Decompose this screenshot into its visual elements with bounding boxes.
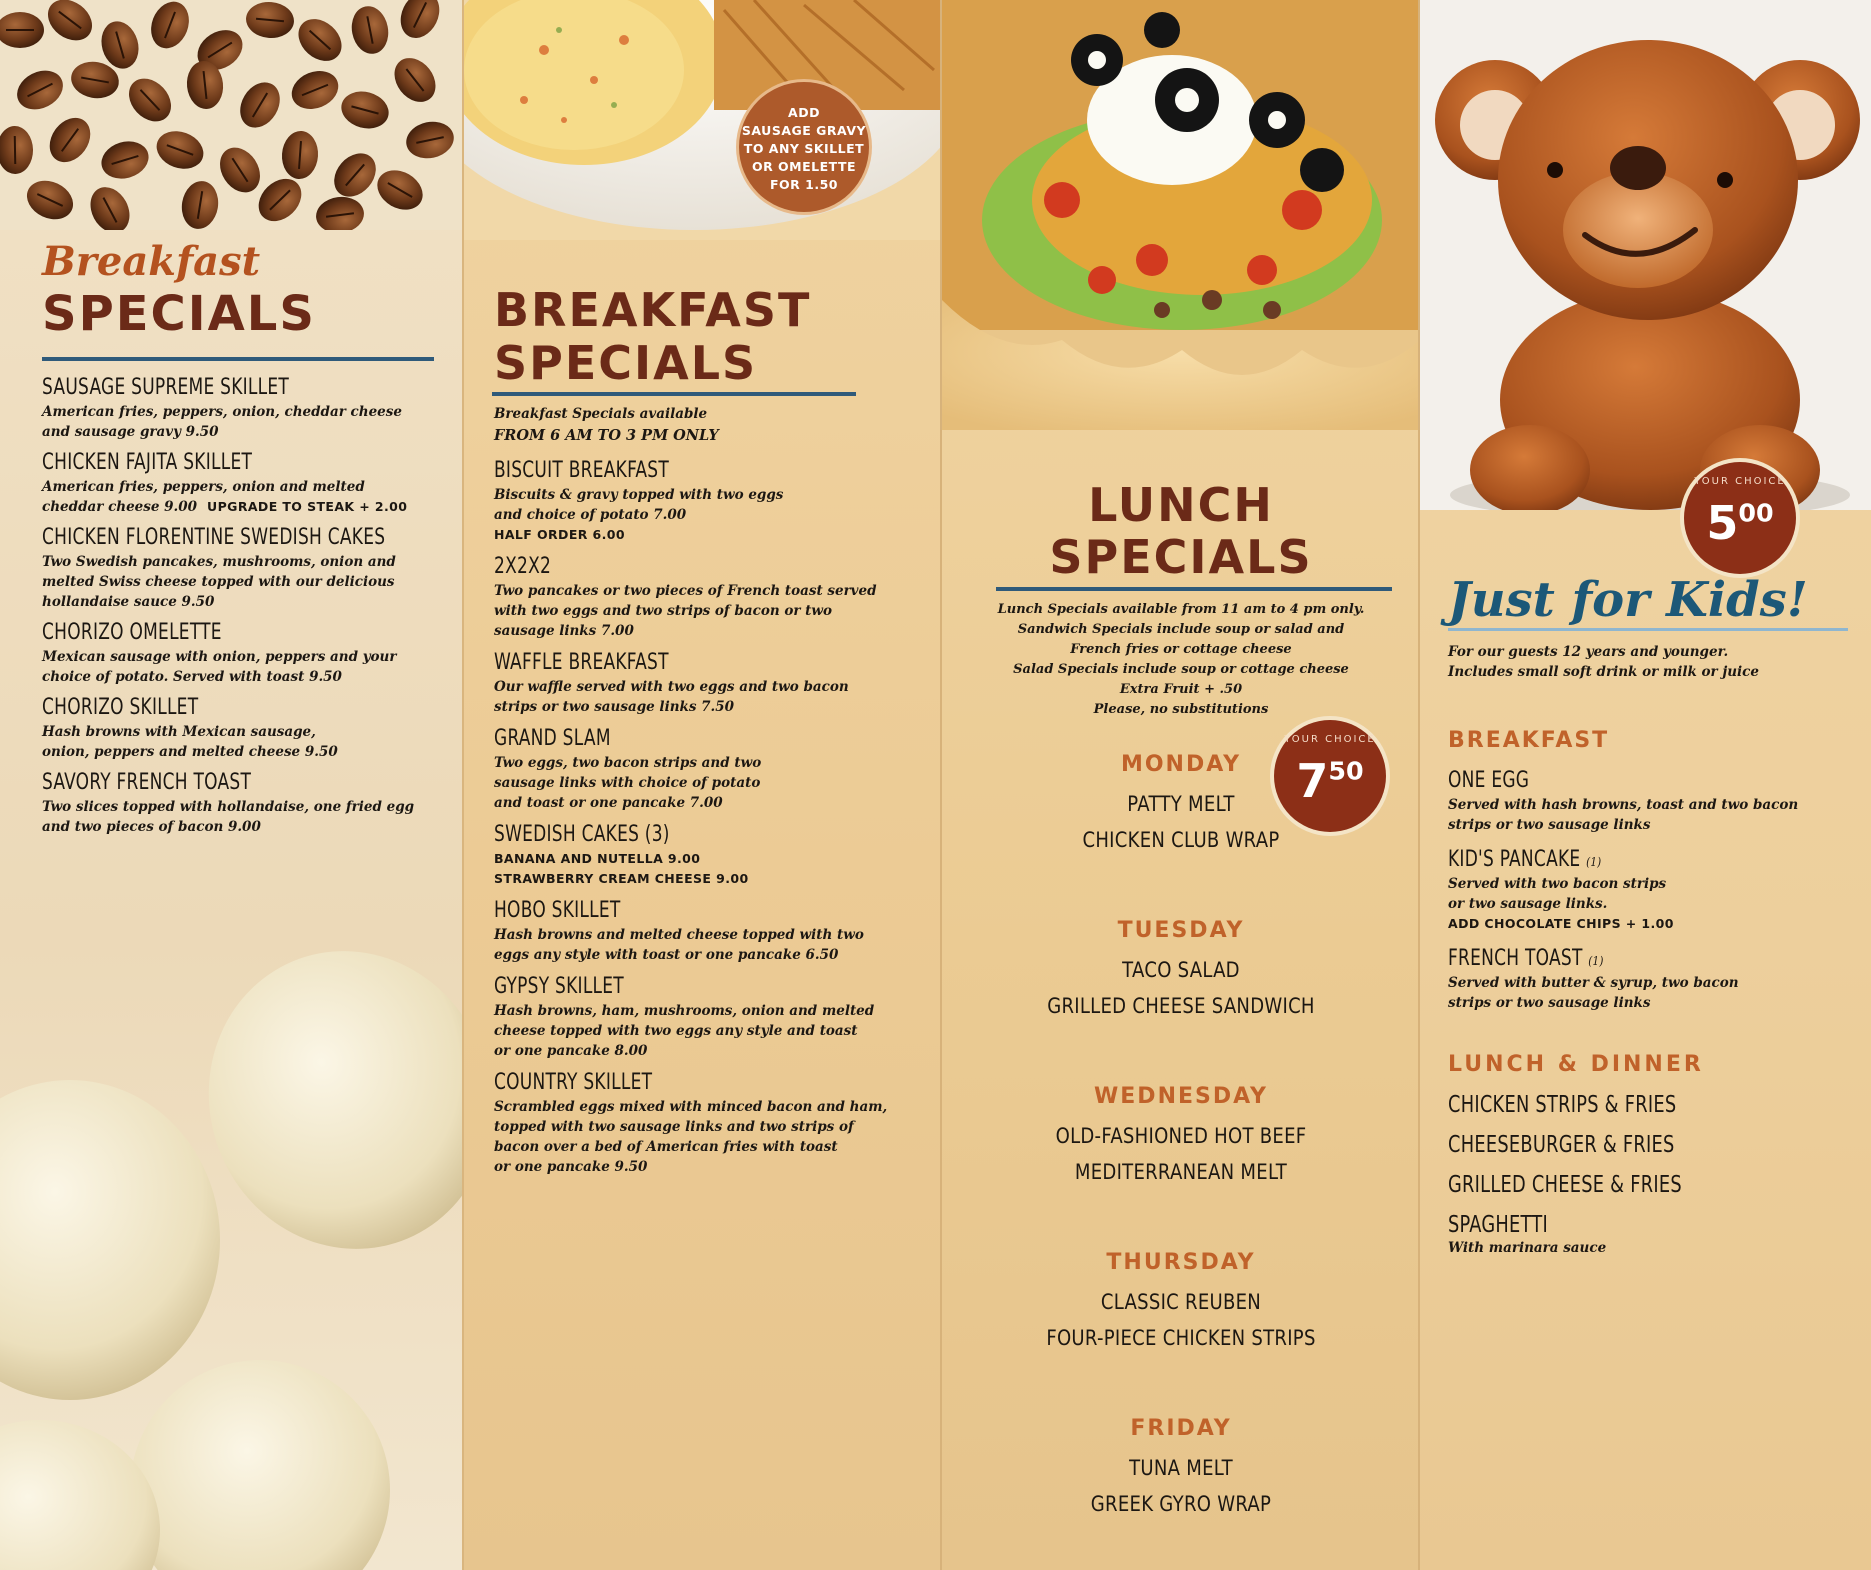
- item-description: onion, peppers and melted cheese 9.50: [42, 744, 338, 760]
- item-description: cheese topped with two eggs any style and toast: [494, 1023, 858, 1039]
- badge-line: FOR 1.50: [770, 177, 838, 192]
- item-description: Scrambled eggs mixed with minced bacon and ham,: [494, 1099, 888, 1115]
- item-description: Two slices topped with hollandaise, one fried egg: [42, 799, 415, 815]
- lunch-note-line: Sandwich Specials include soup or salad and: [1017, 622, 1345, 637]
- item-name-text: ONE EGG: [1448, 768, 1530, 793]
- spaghetti-note: With marinara sauce: [1448, 1240, 1607, 1256]
- item-name: WAFFLE BREAKFAST: [494, 650, 669, 675]
- lunch-note-line: Extra Fruit + .50: [1119, 682, 1243, 697]
- badge-price-cents: 50: [1328, 756, 1364, 786]
- lunch-title-line2: SPECIALS: [1049, 530, 1313, 584]
- kids-price-badge: [1684, 462, 1796, 574]
- availability-hours: FROM 6 AM TO 3 PM ONLY: [494, 427, 719, 444]
- kids-menu-item: [1448, 946, 1858, 1013]
- item-name: [1448, 946, 1801, 971]
- item-name: BISCUIT BREAKFAST: [494, 458, 670, 483]
- menu-item: [42, 620, 442, 687]
- kids-menu-item: [1448, 768, 1858, 835]
- item-description: Two eggs, two bacon strips and two: [494, 755, 762, 771]
- lunch-dish: PATTY MELT: [1127, 792, 1235, 816]
- lunch-notes: [942, 600, 1418, 720]
- item-name: CHORIZO SKILLET: [42, 695, 199, 720]
- menu-item: [42, 450, 442, 517]
- item-name: HOBO SKILLET: [494, 898, 621, 923]
- menu-item: [494, 650, 934, 717]
- item-description: and sausage gravy 9.50: [42, 424, 219, 440]
- eggs-photo: [0, 930, 462, 1570]
- menu-item: [42, 525, 442, 612]
- item-description: cheddar cheese 9.00 UPGRADE TO STEAK + 2.00: [42, 499, 408, 515]
- item-name-text: FRENCH TOAST: [1448, 946, 1583, 971]
- badge-your-choice: YOUR CHOICE: [1694, 476, 1786, 487]
- kids-lunch-heading: LUNCH & DINNER: [1448, 1052, 1704, 1077]
- item-description: sausage links with choice of potato: [494, 775, 761, 791]
- item-name: CHORIZO OMELETTE: [42, 620, 222, 645]
- coffee-beans-photo: [0, 0, 462, 230]
- kids-note-line: For our guests 12 years and younger.: [1448, 644, 1729, 660]
- menu-item: [42, 375, 442, 442]
- teddy-bear-photo: [1420, 0, 1871, 510]
- weekday-wednesday: WEDNESDAY: [1094, 1084, 1268, 1109]
- item-description: strips or two sausage links: [1448, 995, 1651, 1011]
- item-description: Served with hash browns, toast and two bacon: [1448, 797, 1799, 813]
- item-name: CHICKEN FLORENTINE SWEDISH CAKES: [42, 525, 386, 550]
- breakfast-specials-panel-left: [0, 0, 462, 1570]
- item-description: Hash browns with Mexican sausage,: [42, 724, 316, 740]
- item-description: American fries, peppers, onion, cheddar cheese: [42, 404, 402, 420]
- specials-title: SPECIALS: [42, 286, 316, 342]
- item-description: sausage links 7.00: [494, 623, 634, 639]
- item-description: Hash browns and melted cheese topped with two: [494, 927, 864, 943]
- title-underline: [492, 392, 856, 396]
- item-name: GRAND SLAM: [494, 726, 611, 751]
- badge-price-whole: 7: [1296, 754, 1329, 808]
- badge-line: ADD: [788, 105, 820, 120]
- menu-item: [42, 770, 442, 837]
- weekday-tuesday: TUESDAY: [1117, 918, 1245, 943]
- taco-salad-photo: [942, 0, 1418, 430]
- item-name: GYPSY SKILLET: [494, 974, 624, 999]
- lunch-dish: CHICKEN CLUB WRAP: [1082, 828, 1280, 852]
- availability-note: Breakfast Specials available: [494, 406, 708, 422]
- title-underline: [1448, 628, 1848, 631]
- badge-line: OR OMELETTE: [751, 159, 857, 174]
- item-price-line: STRAWBERRY CREAM CHEESE 9.00: [494, 871, 749, 886]
- kids-notes: [1448, 642, 1759, 682]
- breakfast-script-title: Breakfast: [42, 238, 261, 285]
- item-description: Mexican sausage with onion, peppers and your: [42, 649, 397, 665]
- menu-item: [494, 898, 934, 965]
- upgrade-note: UPGRADE TO STEAK + 2.00: [207, 499, 408, 514]
- item-name: CHICKEN FAJITA SKILLET: [42, 450, 253, 475]
- menu-item: [494, 974, 934, 1061]
- lunch-specials-panel: [940, 0, 1418, 1570]
- item-name-text: KID'S PANCAKE: [1448, 847, 1581, 872]
- title-underline: [996, 587, 1392, 591]
- item-description: or one pancake 8.00: [494, 1043, 648, 1059]
- title-underline: [42, 357, 434, 361]
- kids-menu-item: [1448, 847, 1858, 934]
- badge-line: TO ANY SKILLET: [743, 141, 865, 156]
- item-name: [1448, 768, 1801, 793]
- item-description: Two Swedish pancakes, mushrooms, onion and: [42, 554, 396, 570]
- item-name: SAVORY FRENCH TOAST: [42, 770, 252, 795]
- badge-your-choice: YOUR CHOICE: [1284, 734, 1376, 745]
- kids-breakfast-heading: BREAKFAST: [1448, 728, 1610, 753]
- item-description: or one pancake 9.50: [494, 1159, 648, 1175]
- sausage-gravy-badge: [739, 82, 869, 212]
- item-description: eggs any style with toast or one pancake 6.50: [494, 947, 839, 963]
- breakfast-specials-panel-main: [462, 0, 940, 1570]
- kids-lunch-item: CHEESEBURGER & FRIES: [1448, 1132, 1675, 1158]
- item-name: SWEDISH CAKES (3): [494, 822, 670, 847]
- breakfast-title-line1: BREAKFAST: [494, 283, 812, 337]
- item-description: or two sausage links.: [1448, 896, 1608, 912]
- menu-item: [494, 726, 934, 813]
- menu-item: [494, 458, 934, 545]
- item-description: hollandaise sauce 9.50: [42, 594, 215, 610]
- item-description: topped with two sausage links and two strips of: [494, 1119, 854, 1135]
- item-description: Our waffle served with two eggs and two bacon: [494, 679, 849, 695]
- lunch-dish: GRILLED CHEESE SANDWICH: [1047, 994, 1315, 1018]
- weekday-friday: FRIDAY: [1130, 1416, 1232, 1441]
- menu-item: [42, 695, 442, 762]
- badge-line: SAUSAGE GRAVY: [741, 123, 867, 138]
- lunch-dish: MEDITERRANEAN MELT: [1074, 1160, 1288, 1184]
- menu-item: [494, 822, 934, 889]
- breakfast-items-list: [494, 458, 934, 1186]
- lunch-title-line1: LUNCH: [1088, 478, 1274, 532]
- item-name: 2X2X2: [494, 554, 552, 579]
- lunch-dish: TACO SALAD: [1122, 958, 1240, 982]
- kids-lunch-item: SPAGHETTI: [1448, 1212, 1548, 1238]
- breakfast-title-line2: SPECIALS: [494, 336, 758, 390]
- item-description: Served with two bacon strips: [1448, 876, 1667, 892]
- item-price-line: BANANA AND NUTELLA 9.00: [494, 851, 701, 866]
- item-description: with two eggs and two strips of bacon or two: [494, 603, 833, 619]
- kids-lunch-item: GRILLED CHEESE & FRIES: [1448, 1172, 1682, 1198]
- lunch-dish: OLD-FASHIONED HOT BEEF: [1055, 1124, 1307, 1148]
- lunch-note-line: Lunch Specials available from 11 am to 4 pm only.: [997, 602, 1365, 617]
- lunch-note-line: Please, no substitutions: [1093, 702, 1269, 717]
- kids-title: Just for Kids!: [1448, 572, 1808, 628]
- item-description: Biscuits & gravy topped with two eggs: [494, 487, 784, 503]
- item-name: SAUSAGE SUPREME SKILLET: [42, 375, 290, 400]
- item-description: and two pieces of bacon 9.00: [42, 819, 261, 835]
- item-description: Hash browns, ham, mushrooms, onion and melted: [494, 1003, 875, 1019]
- item-description: bacon over a bed of American fries with toast: [494, 1139, 838, 1155]
- breakfast-items-list: [42, 375, 442, 845]
- item-description: choice of potato. Served with toast 9.50: [42, 669, 342, 685]
- lunch-dish: GREEK GYRO WRAP: [1090, 1492, 1272, 1516]
- badge-price-whole: 5: [1706, 496, 1739, 550]
- lunch-dish: FOUR-PIECE CHICKEN STRIPS: [1046, 1326, 1316, 1350]
- addon-note: ADD CHOCOLATE CHIPS + 1.00: [1448, 916, 1674, 931]
- item-description: Served with butter & syrup, two bacon: [1448, 975, 1739, 991]
- weekday-monday: MONDAY: [1120, 752, 1242, 777]
- kids-menu-panel: [1418, 0, 1871, 1570]
- item-description: and choice of potato 7.00: [494, 507, 687, 523]
- item-count: (1): [1586, 855, 1602, 869]
- item-description: American fries, peppers, onion and melted: [42, 479, 365, 495]
- lunch-dish: TUNA MELT: [1129, 1456, 1233, 1480]
- menu-item: [494, 554, 934, 641]
- kids-note-line: Includes small soft drink or milk or juice: [1448, 664, 1759, 680]
- lunch-note-line: Salad Specials include soup or cottage cheese: [1013, 662, 1349, 677]
- lunch-note-line: French fries or cottage cheese: [1070, 642, 1292, 657]
- kids-lunch-item: CHICKEN STRIPS & FRIES: [1448, 1092, 1677, 1118]
- item-description: strips or two sausage links: [1448, 817, 1651, 833]
- item-count: (1): [1588, 954, 1604, 968]
- item-price-line: HALF ORDER 6.00: [494, 527, 625, 542]
- item-description: and toast or one pancake 7.00: [494, 795, 723, 811]
- kids-breakfast-list: [1448, 768, 1858, 1025]
- badge-price-cents: 00: [1738, 498, 1774, 528]
- item-name: [1448, 847, 1801, 872]
- lunch-dish: CLASSIC REUBEN: [1100, 1290, 1262, 1314]
- menu-item: [494, 1070, 934, 1177]
- kids-lunch-list: [1448, 1092, 1858, 1258]
- item-description: Two pancakes or two pieces of French toast served: [494, 583, 877, 599]
- weekday-thursday: THURSDAY: [1106, 1250, 1256, 1275]
- item-description: melted Swiss cheese topped with our delicious: [42, 574, 395, 590]
- item-description: strips or two sausage links 7.50: [494, 699, 735, 715]
- item-name: COUNTRY SKILLET: [494, 1070, 653, 1095]
